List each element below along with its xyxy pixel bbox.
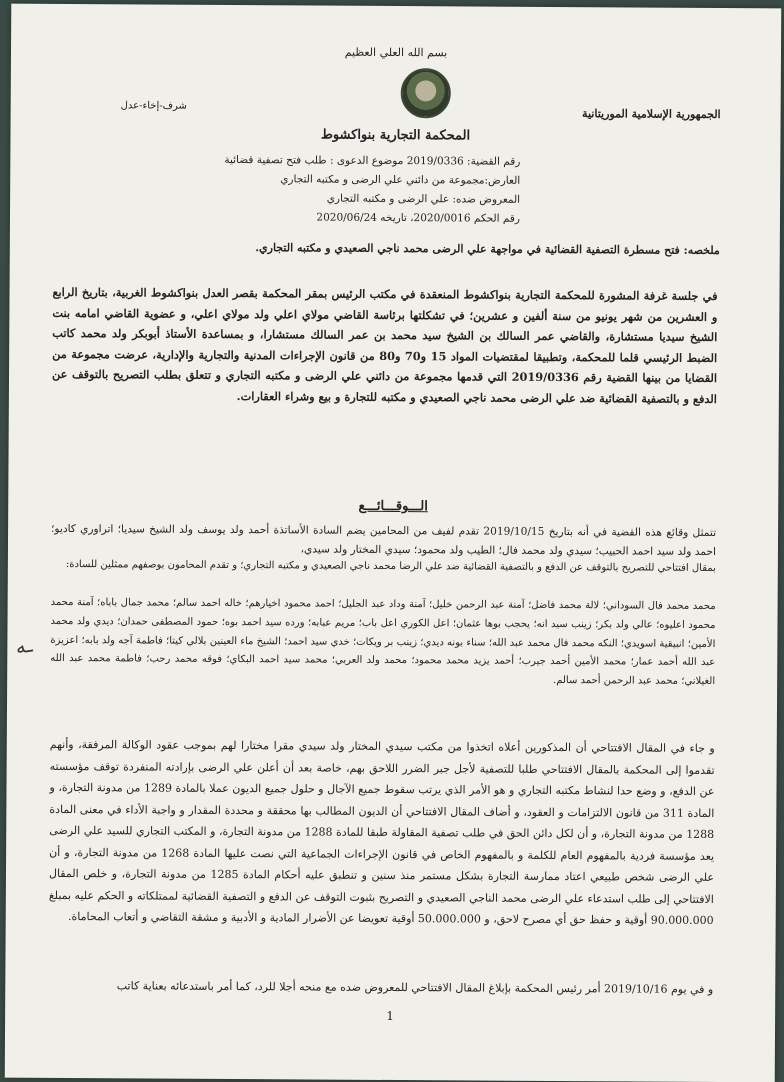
case-summary: ملخصه: فتح مسطرة التصفية القضائية في مواجهة علي الرضى محمد ناجي الصعيدي و مكتبه التجاري.: [255, 241, 720, 257]
facts-paragraph-2: بمقال افتتاحي للتصريح بالتوقف عن الدفع و بالتصفية القضائية ضد علي الرضا محمد ناجي الصعيدي و مكتبه التجاري؛ و تقدم المحامون بوصفهم ممثلين للسادة:: [65, 559, 716, 574]
case-metadata: [180, 151, 520, 229]
court-name: المحكمة التجارية بنواكشوط: [320, 127, 471, 144]
facts-paragraph-1: تتمثل وقائع هذه القضية في أنه بتاريخ 2019/10/15 تقدم لفيف من المحامين يضم السادة الأساتذة أحمد ولد يوسف ولد الشيخ سيديا؛ اتراوري كاديو؛ احمد ولد سيد احمد الحبيب؛ سيدي ولد محمد فال؛ الطيب ولد محمود؛ سيدي المختار ولد سيدي،: [51, 522, 717, 558]
margin-handwritten-mark: ـﻪ: [13, 632, 34, 659]
judgment-line: رقم الحكم 2020/0016، تاريخه 2020/06/24: [316, 211, 521, 225]
intro-paragraph: في جلسة غرفة المشورة للمحكمة التجارية بنواكشوط المنعقدة في مكتب الرئيس بمقر المحكمة بقصر العدل بنواكشوط الغربية، بتاريخ الرابع و العشرين من شهر يونيو من سنة ألفين و عشرين؛ في تشكلتها برئاسة القاضي مولاي اعلي ولد مولاي اعلي، و عضوية القاضي امامه بنت الشيخ سيديا مستشارة، والقاضي عمر السالك بن الشيخ سيد محمد بن عمر السالك مستشارا، و بمساعدة الأستاذ أبوبكر ولد محمد كاتب الضبط الرئيسي قلما للمحكمة، وتطبيقا لمقتضيات المواد 15 و70 و80 من قانون الإجراءات المدنية والتجارية والإدارية، عرضت مجموعة من القضايا من بينها القضية رقم 2019/0336 التي قدمها مجموعة من دائني علي الرضى و مكتبه التجاري و تتعلق بطلب التصريح بالتوقف عن الدفع و بالتصفية القضائية ضد علي الرضى محمد ناجي الصعيدي و مكتبه للتجارة و بيع وشراء العقارات.: [51, 284, 718, 406]
defendant-line: المعروض ضده: علي الرضى و مكتبه التجاري: [326, 192, 521, 206]
national-emblem-icon: [401, 68, 451, 118]
document-page: [5, 4, 782, 1082]
basmala: بسم الله العلي العظيم: [344, 45, 448, 60]
national-motto: شرف-إخاء-عدل: [120, 100, 187, 112]
last-paragraph: و في يوم 2019/10/16 أمر رئيس المحكمة بإبلاغ المقال الافتتاحي للمعروض ضده مع منحه أجلا للرد، كما أمر باستدعائه بعناية كاتب: [116, 979, 714, 996]
claimant-line: العارض:مجموعة من دائني علي الرضى و مكتبه التجاري: [280, 173, 521, 187]
case-number-line: رقم القضية: 2019/0336 موضوع الدعوى : طلب فتح تصفية قضائية: [224, 153, 521, 168]
page-number: 1: [386, 1008, 394, 1024]
republic-name: الجمهورية الإسلامية الموريتانية: [582, 107, 721, 121]
creditors-list: محمد محمد فال السوداني؛ لالة محمد فاضل؛ آمنة عبد الرحمن خليل؛ آمنة وداد عبد الجليل؛ احمد محمود اخيارهم؛ خاله احمد سالم؛ محمد جمال باباه؛ آمنة محمد محمود اعليوه؛ عالي ولد بكر؛ زينب سيد انه؛ يحجب بوها عثمان؛ اعل الكوري اعل باب؛ مريم عبابه؛ ورده سيد احمد بوه؛ حمود المصطفى حمدان؛ ديدي ولد محمد الأمين؛ انبيقية اسويدي؛ النكه محمد فال محمد عبد الله؛ سناء بونه ديدي؛ زينب بر ويكات؛ خدي سيد احمد؛ الشيخ ماء العينين بلالي كيتا؛ فاطمة آجه ولد بابه؛ اعزيزة عبد الله أحمد عمار؛ محمد الأمين أحمد جيرب؛ أحمد يزيد محمد محمود؛ محمد ولد العربي؛ محمد سيد احمد البكاي؛ فوقه محمد رحب؛ فاطمة محمد عبد الله الغيلاني؛ محمد عبد الرحمن أحمد سالم.: [50, 596, 716, 688]
facts-heading: الـــوقـــائـــع: [358, 498, 428, 515]
request-paragraph: و جاء في المقال الافتتاحي أن المذكورين أعلاه اتخذوا من مكتب سيدي المختار ولد سيدي مقرا مختارا لهم بموجب عقود الوكالة المرفقة، وأنهم تقدموا إلى المحكمة بالمقال الافتتاحي طلبا للتصفية لأجل جبر الضرر اللاحق بهم، خاصة بعد أن أعلن علي الرضى بإرادته المنفردة توقف مؤسسته عن الدفع، و وضع حدا لنشاط مكتبه التجاري و هو الأمر الذي يرتب سقوط جميع الآجال و حلول جميع الديون عملا بالمادة 1289 من مدونة التجارة، و المادة 311 من قانون الالتزامات و العقود، و أضاف المقال الافتتاحي أن الديون المطالب بها محققة و محددة المقدار و واجبة الأداء في معنى المادة 1288 من مدونة التجارة، و أن لكل دائن الحق في طلب تصفية المقاولة طبقا للمادة 1288 من مدونة التجارة، و المكتب التجاري للسيد علي الرضى يعد مؤسسة فردية بالمفهوم العام للكلمة و بالمفهوم الخاص في قانون الإجراءات الجماعية التي نصت عليها المادة 1268 من مدونة التجارة، و أن علي الرضى شخص طبيعي اعتاد ممارسة التجارة بشكل مستمر منذ سنين و تنطبق عليه أحكام المادة 1285 من مدونة التجارة، و خلص المقال الافتتاحي إلى طلب استدعاء علي الرضى محمد الناجي الصعيدي و التصريح بثبوت التوقف عن الدفع و التصفية القضائية لممتلكاته و الحكم عليه بمبلغ 90.000.000 أوقية و حفظ حق أي مصرح لاحق، و 50.000.000 أوقية تعويضا عن الأضرار المادية و الأدبية و مشقة التقاضي و أتعاب المحاماة.: [48, 737, 715, 927]
